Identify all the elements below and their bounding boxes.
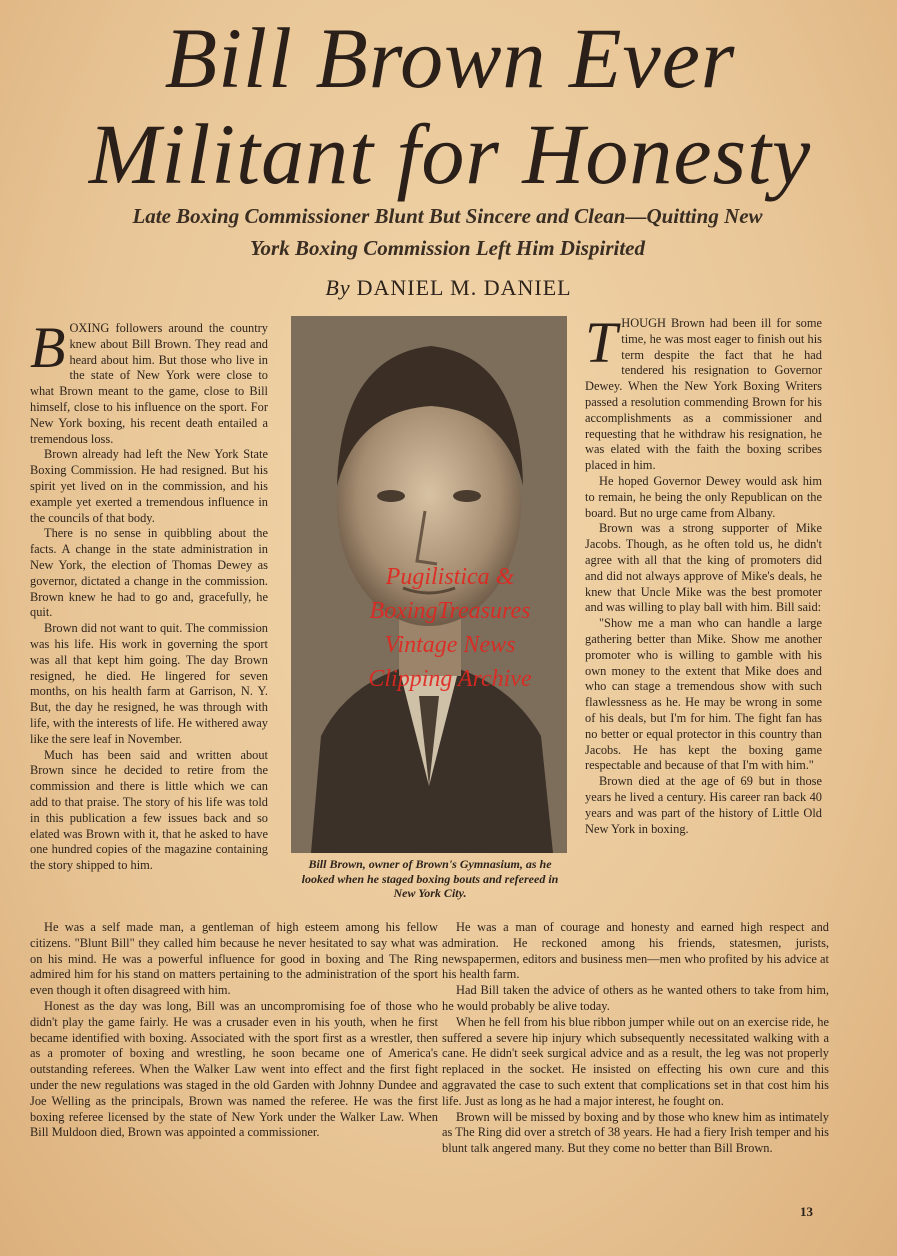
page-number: 13 — [800, 1204, 813, 1219]
paragraph: Brown already had left the New York State Boxing Commission. He had resigned. But his spirit yet lived on in the commission, and his example yet exerted a tremendous influence in the councils of that body. — [30, 447, 268, 525]
watermark-line: BoxingTreasures — [369, 598, 531, 624]
paragraph: Had Bill taken the advice of others as he wanted others to take from him, he would probably be alive today. — [442, 983, 829, 1013]
paragraph: He was a self made man, a gentleman of high esteem among his fellow citizens. "Blunt Bill" they called him because he never hesitated to say what was on his mind. He was a powerful influence for good in boxing and The Ring admired him for his stand on matters pertaining to the administration of the sport even though it often disagreed with him. — [30, 920, 438, 998]
paragraph: When he fell from his blue ribbon jumper while out on an exercise ride, he suffered a severe hip injury which subsequently necessitated walking with a cane. He didn't seek surgical advice and as a result, the leg was not properly replaced in the socket. He insisted on effecting his own cure and this aggravated the case to such extent that complications set in that cost him his life. Just as long as he had a major interest, he fought on. — [442, 1014, 829, 1108]
article-column-bottom-right — [442, 920, 829, 1157]
paragraph: BOXING followers around the country knew about Bill Brown. They read and heard about him. But those who live in the state of New York were close to what Brown meant to the game, close to Bill himself, close to his influence on the sport. For New York boxing, his recent death entailed a tremendous loss. — [30, 315, 268, 446]
paragraph: There is no sense in quibbling about the facts. A change in the state administration in New York, the election of Thomas Dewey as governor, dictated a change in the commission. Brown knew he had to go and, gracefully, he quit. — [30, 526, 268, 620]
article-column-bottom-left — [30, 920, 438, 1141]
paragraph: Brown will be missed by boxing and by those who knew him as intimately as The Ring did over a stretch of 38 years. He had a fiery Irish temper and his blunt talk angered many. But they come no better than Bill Brown. — [442, 1109, 829, 1156]
headline-line-2: Militant for Honesty — [88, 106, 812, 202]
watermark-line: Pugilistica & — [385, 564, 515, 590]
subhead-line-2: York Boxing Commission Left Him Dispirited — [250, 236, 645, 260]
paragraph: Much has been said and written about Brown since he decided to retire from the commission and there is little which we can add to that praise. The story of his life was told in this publication a few issues back and so elated was Brown with it, that he asked to have one hundred copies of the magazine containing the story shipped to him. — [30, 747, 268, 873]
watermark-line: Vintage News — [384, 632, 516, 658]
paragraph: He hoped Governor Dewey would ask him to remain, he being the only Republican on the board. But no urge came from Albany. — [585, 473, 822, 520]
byline-prefix: By — [325, 275, 351, 300]
article-column-left — [30, 315, 268, 874]
paragraph: Brown died at the age of 69 but in those years he lived a century. His career ran back 40 years and was part of the history of Little Old New York in boxing. — [585, 774, 822, 836]
paragraph: Brown did not want to quit. The commission was his life. His work in governing the sport was all that kept him going. The day Brown resigned, he died. He lingered for seven months, on his health farm at Garrison, N. Y. But, the day he resigned, he was through with life, with the interests of life. He withered away like the sere leaf in November. — [30, 621, 268, 746]
subhead-line-1: Late Boxing Commissioner Blunt But Sincere and Clean—Quitting New — [132, 204, 763, 228]
drop-cap: T — [585, 310, 618, 375]
subheadline — [40, 200, 855, 264]
byline-author: DANIEL M. DANIEL — [356, 275, 572, 300]
headline-line-1: Bill Brown Ever — [164, 10, 736, 106]
watermark — [300, 560, 600, 696]
article-column-right — [585, 310, 822, 837]
paragraph: "Show me a man who can handle a large gathering better than Mike. Show me another promoter who is willing to gamble with his own money to the extent that Mike does and who can stage a tremendous show with such flawlessness as he. He may be wrong in some of his deals, but I'm for him. The fight fan has no better or equal protector in this country than Jacobs. He has kept the boxing game respectable and because of that I'm with him." — [585, 616, 822, 773]
paragraph: Brown was a strong supporter of Mike Jacobs. Though, as he often told us, he didn't agree with all that the king of promoters did and did not always approve of Mike's deals, he knew that Uncle Mike was the best promoter and was willing to play ball with him. Bill said: — [585, 521, 822, 615]
paragraph: He was a man of courage and honesty and earned high respect and admiration. He reckoned among his friends, statesmen, jurists, newspapermen, editors and business men—men who profited by his advice at his health farm. — [442, 920, 829, 982]
byline — [0, 275, 897, 301]
paragraph: THOUGH Brown had been ill for some time, he was most eager to finish out his term despite the fact that he had tendered his resignation to Governor Dewey. When the New York Boxing Writers passed a resolution commending Brown for his accomplishments as a commissioner and requesting that he withdraw his resignation, he was elated with the faith the boxing scribes placed in him. — [585, 310, 822, 473]
paragraph: Honest as the day was long, Bill was an uncompromising foe of those who didn't play the game fairly. He was a crusader even in his youth, when he first became identified with boxing. Associated with the sport first as a wrestler, then as a promoter of boxing and wrestling, he soon became one of America's outstanding referees. When the Walker Law went into effect and the first fight under the new regulations was staged in the old Garden with Johnny Dundee and Joe Welling as the principals, Brown was named the referee. He was the first boxing referee licensed by the state of New York under the Walker Law. When Bill Muldoon died, Brown was appointed a commissioner. — [30, 998, 438, 1140]
photo-caption: Bill Brown, owner of Brown's Gymnasium, as he looked when he staged boxing bouts and refereed in New York City. — [301, 857, 559, 900]
drop-cap: B — [30, 315, 66, 380]
watermark-line: Clipping Archive — [368, 666, 532, 692]
